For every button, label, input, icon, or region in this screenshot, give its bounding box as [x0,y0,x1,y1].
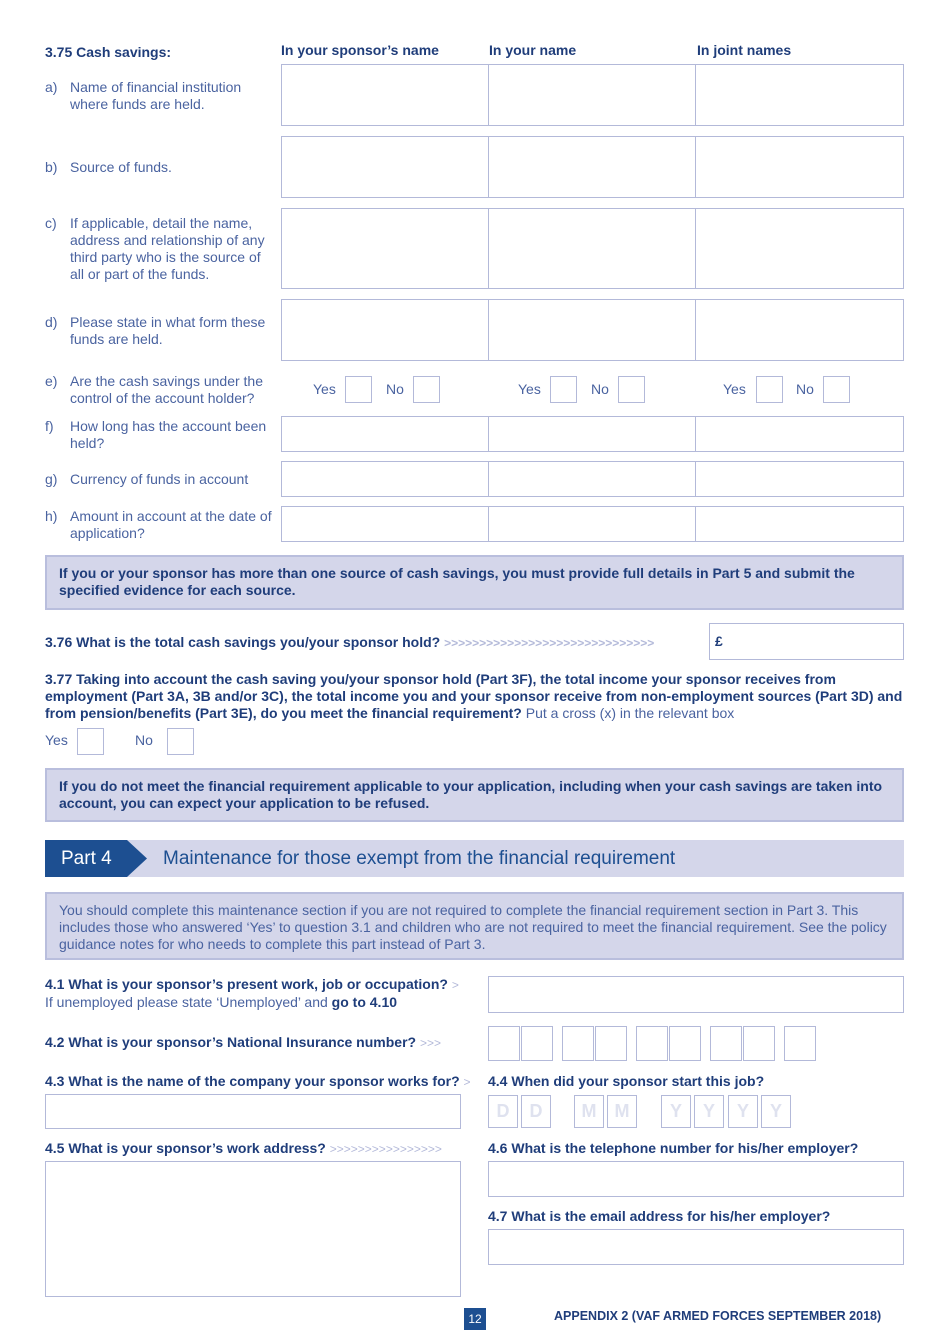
row-c-sponsor-field[interactable] [281,208,489,289]
row-g-sponsor-field[interactable] [281,461,489,497]
arrow-indicator: >>>>>>>>>>>>>>>>>>>>>>>>>>>>>> [444,636,655,650]
q377-no-checkbox[interactable] [167,728,194,755]
start-date-year-4[interactable]: Y [761,1095,791,1128]
row-f-you-field[interactable] [488,416,696,452]
column-joint-header: In joint names [697,42,792,58]
ni-number-char-4[interactable] [595,1026,627,1061]
row-c-you-field[interactable] [488,208,696,289]
row-g-joint-field[interactable] [695,461,904,497]
ni-number-char-1[interactable] [488,1026,520,1061]
q377-no-label: No [135,732,153,748]
ni-number-char-8[interactable] [743,1026,775,1061]
column-you-header: In your name [489,42,577,58]
row-f-sponsor-field[interactable] [281,416,489,452]
question-4-2: 4.2 What is your sponsor’s National Insurance number? >>> [45,1034,441,1050]
row-e-you-yes-label: Yes [518,381,541,397]
start-date-year-2[interactable]: Y [694,1095,724,1128]
row-e-joint-yes-checkbox[interactable] [756,376,783,403]
question-3-76: 3.76 What is the total cash savings you/your sponsor hold? >>>>>>>>>>>>>>>>>>>>>>>>>>>>>> [45,634,655,650]
row-e-you-yes-checkbox[interactable] [550,376,577,403]
row-d-sponsor-field[interactable] [281,299,489,361]
row-c-joint-field[interactable] [695,208,904,289]
start-date-month-2[interactable]: M [607,1095,637,1128]
part-4-label: Part 4 [61,848,112,869]
row-d-joint-field[interactable] [695,299,904,361]
cash-savings-note: If you or your sponsor has more than one source of cash savings, you must provide full details in Part 5 and submit the specified evidence for each source. [45,555,904,610]
row-h-you-field[interactable] [488,506,696,542]
q377-yes-label: Yes [45,732,68,748]
row-g-you-field[interactable] [488,461,696,497]
row-e-you-no-checkbox[interactable] [618,376,645,403]
total-cash-savings-field[interactable] [709,623,904,660]
company-name-field[interactable] [45,1094,461,1129]
row-e-joint-yes-label: Yes [723,381,746,397]
question-4-1: 4.1 What is your sponsor’s present work, job or occupation? > If unemployed please state ‘Unemployed’ and go to 4.10 [45,976,459,1010]
row-e-sponsor-yes-checkbox[interactable] [345,376,372,403]
ni-number-char-7[interactable] [710,1026,742,1061]
row-e-sponsor-no-checkbox[interactable] [413,376,440,403]
row-h-joint-field[interactable] [695,506,904,542]
section-3-75-heading: 3.75 Cash savings: [45,44,172,60]
question-4-6: 4.6 What is the telephone number for his/her employer? [488,1140,859,1156]
question-4-5: 4.5 What is your sponsor’s work address? >>>>>>>>>>>>>>>> [45,1140,442,1156]
start-date-month-1[interactable]: M [574,1095,604,1128]
ni-number-char-3[interactable] [562,1026,594,1061]
row-b-joint-field[interactable] [695,136,904,198]
sponsor-occupation-field[interactable] [488,976,904,1013]
row-e-joint-no-checkbox[interactable] [823,376,850,403]
start-date-day-2[interactable]: D [521,1095,551,1128]
question-4-4: 4.4 When did your sponsor start this job? [488,1073,765,1089]
footer-appendix: APPENDIX 2 (VAF ARMED FORCES SEPTEMBER 2018) [554,1309,882,1323]
row-h-sponsor-field[interactable] [281,506,489,542]
row-e-joint-no-label: No [796,381,814,397]
row-e-sponsor-yes-label: Yes [313,381,336,397]
ni-number-char-6[interactable] [669,1026,701,1061]
row-e-sponsor-no-label: No [386,381,404,397]
question-4-3: 4.3 What is the name of the company your sponsor works for? > [45,1073,471,1089]
start-date-year-1[interactable]: Y [661,1095,691,1128]
page-number: 12 [464,1308,486,1330]
ni-number-char-5[interactable] [636,1026,668,1061]
row-a-joint-field[interactable] [695,64,904,126]
part-4-title: Maintenance for those exempt from the financial requirement [163,848,676,869]
ni-number-char-2[interactable] [521,1026,553,1061]
row-a-you-field[interactable] [488,64,696,126]
row-d-you-field[interactable] [488,299,696,361]
row-f-joint-field[interactable] [695,416,904,452]
question-3-77: 3.77 Taking into account the cash saving you/your sponsor hold (Part 3F), the total income your sponsor receives from employment (Part 3A, 3B and/or 3C), the total income you and your sponsor receive from non-employment sources (Part 3D) and from pension/benefits (Part 3E), do you meet the financial requirement? Put a cross (x) in the relevant box [45,671,903,721]
question-4-7: 4.7 What is the email address for his/her employer? [488,1208,831,1224]
employer-phone-field[interactable] [488,1161,904,1197]
start-date-year-3[interactable]: Y [728,1095,758,1128]
start-date-day-1[interactable]: D [488,1095,518,1128]
ni-number-char-9[interactable] [784,1026,816,1061]
row-b-sponsor-field[interactable] [281,136,489,198]
part-4-banner [45,840,904,877]
pound-symbol: £ [715,633,723,649]
row-e-you-no-label: No [591,381,609,397]
column-sponsor-header: In your sponsor’s name [281,42,439,58]
work-address-field[interactable] [45,1161,461,1297]
employer-email-field[interactable] [488,1229,904,1265]
financial-requirement-note: If you do not meet the financial requirement applicable to your application, including when your cash savings are taken into account, you can expect your application to be refused. [45,768,904,822]
row-b-you-field[interactable] [488,136,696,198]
row-a-sponsor-field[interactable] [281,64,489,126]
q377-yes-checkbox[interactable] [77,728,104,755]
part-4-intro: You should complete this maintenance section if you are not required to complete the financial requirement section in Part 3. This includes those who answered ‘Yes’ to question 3.1 and children who are not required to meet the financial requirement. See the policy guidance notes for who needs to complete this part instead of Part 3. [45,892,904,960]
